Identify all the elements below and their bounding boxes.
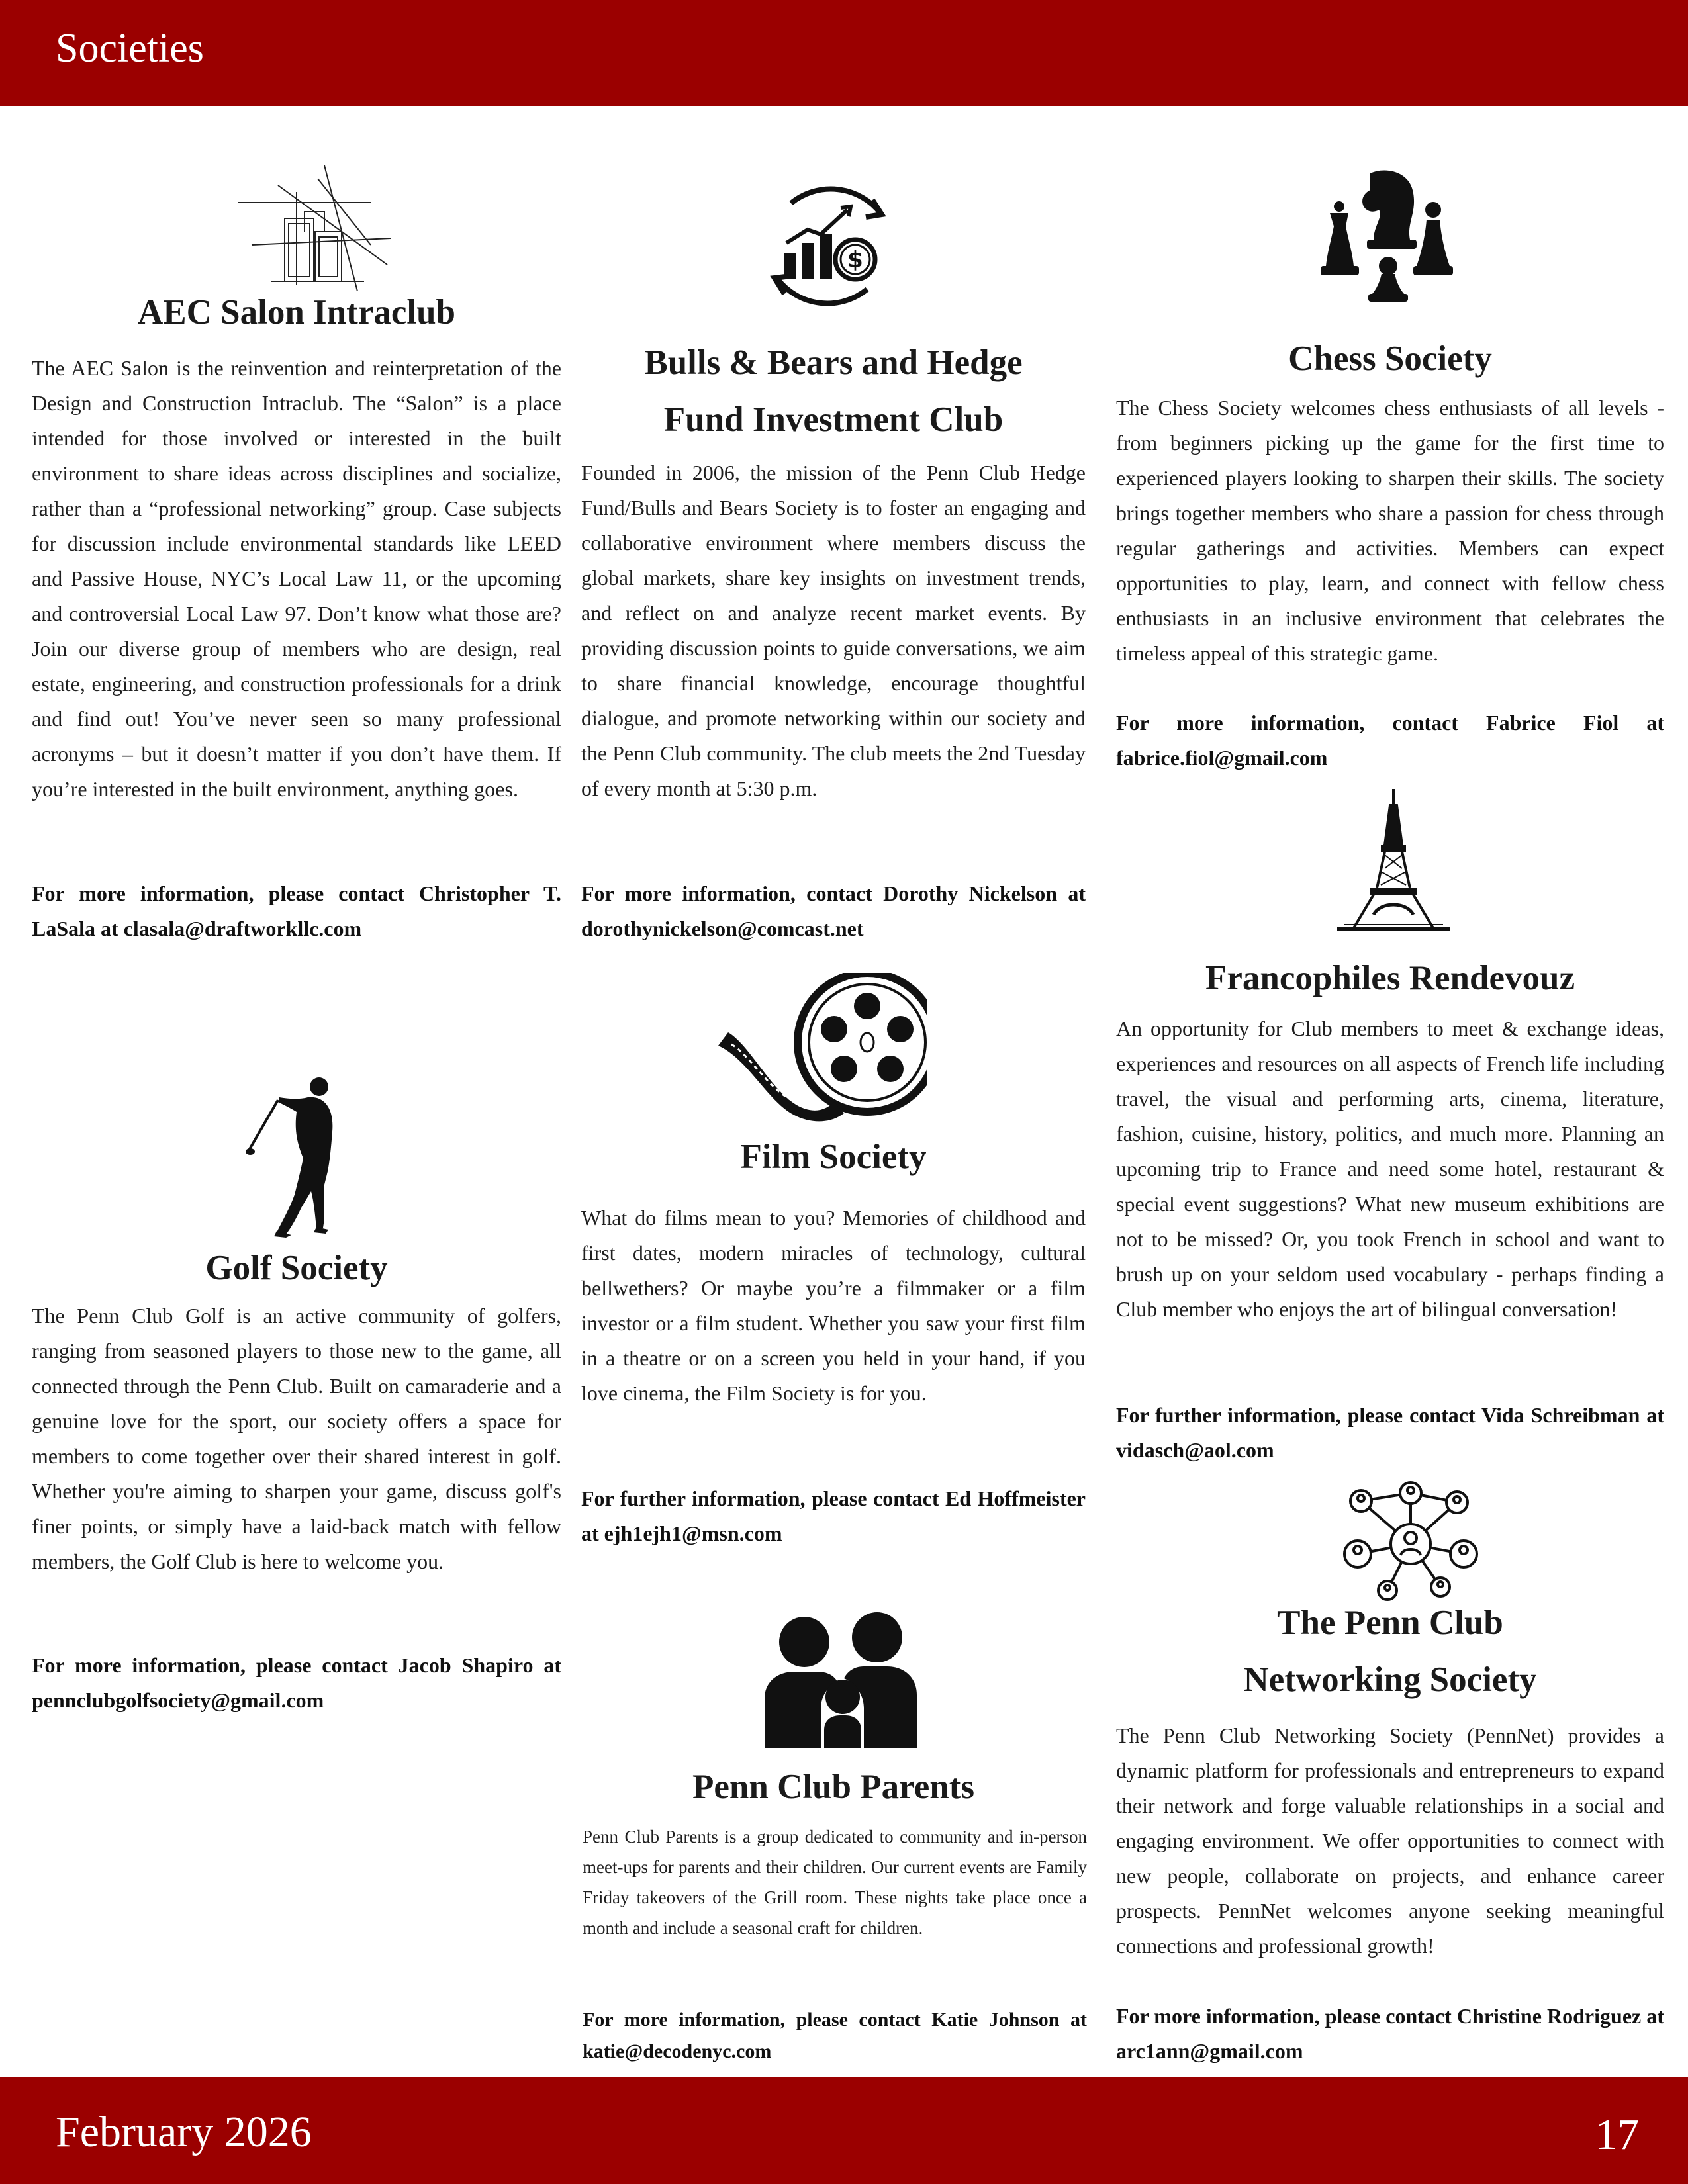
- aec-contact: For more information, please contact Christopher T. LaSala at clasala@draftworkllc.com: [32, 882, 561, 940]
- golf-title: Golf Society: [205, 1249, 388, 1287]
- golf-contact: For more information, please contact Jacob Shapiro at pennclubgolfsociety@gmail.com: [32, 1653, 561, 1712]
- issue-date: February 2026: [56, 2108, 312, 2156]
- header-band: [0, 0, 1688, 106]
- networking-contact: For more information, please contact Christine Rodriguez at arc1ann@gmail.com: [1116, 2004, 1664, 2063]
- parents-body: Penn Club Parents is a group dedicated to community and in-person meet-ups for parents and their children. Our current events are Family Friday takeovers of the Grill room. These nights take place once a month and include a seasonal craft for children.: [583, 1827, 1087, 1938]
- chess-body: The Chess Society welcomes chess enthusiasts of all levels - from beginners picking up the game for the first time to experienced players looking to sharpen their skills. The society brings together members who share a passion for chess through regular gatherings and activities. Members can expect opportunities to play, learn, and connect with fellow chess enthusiasts in an inclusive environment that celebrates the timeless appeal of this strategic game.: [1116, 396, 1664, 665]
- page-number: 17: [1595, 2111, 1639, 2159]
- bulls-title-line2: Fund Investment Club: [663, 400, 1004, 439]
- franco-contact: For further information, please contact Vida Schreibman at vidasch@aol.com: [1116, 1403, 1664, 1462]
- golf-body: The Penn Club Golf is an active community of golfers, ranging from seasoned players to those new to the game, all connected through the Penn Club. Built on camaraderie and a genuine love for the sport, our society offers a space for members to come together over their shared interest in golf. Whether you're aiming to sharpen your game, discuss golf's finer points, or simply have a laid-back match with fellow members, the Golf Club is here to welcome you.: [32, 1304, 561, 1573]
- bulls-contact: For more information, contact Dorothy Nickelson at dorothynickelson@comcast.net: [581, 882, 1086, 940]
- networking-title-line1: The Penn Club: [1277, 1604, 1503, 1642]
- investment-growth-icon: [755, 173, 900, 319]
- people-network-icon: [1341, 1481, 1480, 1602]
- svg-text:$: $: [847, 247, 863, 273]
- family-icon: [765, 1612, 917, 1748]
- aec-body: The AEC Salon is the reinvention and reinterpretation of the Design and Construction Intraclub. The “Salon” is a place intended for those involved or interested in the built environment to share ideas across disciplines and socialize, rather than a “professional networking” group. Case subjects for discussion include environmental standards like LEED and Passive House, NYC’s Local Law 11, or the upcoming and controversial Local Law 97. Don’t know what those are? Join our diverse group of members who are design, real estate, engineering, and construction professionals for a drink and find out! You’ve never seen so many professional acronyms – but it doesn’t matter if you don’t have them. If you’re interested in the built environment, anything goes.: [32, 356, 561, 801]
- aec-title: AEC Salon Intraclub: [137, 293, 456, 332]
- franco-body: An opportunity for Club members to meet & exchange ideas, experiences and resources on all aspects of French life including travel, the visual and performing arts, cinema, literature, fashion, cuisine, history, politics, and much more. Planning an upcoming trip to France and need some hotel, restaurant & special event suggestions? What new museum exhibitions are not to be missed? Or, you took French in school and want to brush up on your seldom used vocabulary - perhaps finding a Club member who enjoys the art of bilingual conversation!: [1116, 1017, 1664, 1321]
- networking-title-line2: Networking Society: [1243, 1661, 1537, 1699]
- film-body: What do films mean to you? Memories of childhood and first dates, modern miracles of technology, cultural bellwethers? Or maybe you’re a filmmaker or a film investor or a film student. Whether you saw your first film in a theatre or on a screen you held in your hand, if you love cinema, the Film Society is for you.: [581, 1206, 1086, 1405]
- chess-contact: For more information, contact Fabrice Fiol at fabrice.fiol@gmail.com: [1116, 711, 1664, 770]
- chess-title: Chess Society: [1288, 340, 1492, 378]
- bulls-body: Founded in 2006, the mission of the Penn Club Hedge Fund/Bulls and Bears Society is to foster an engaging and collaborative environment where members discuss the global markets, share key insights on investment trends, and reflect on and analyze recent market events. By providing discussion points to guide conversations, we aim to share financial knowledge, encourage thoughtful dialogue, and promote networking within our society and the Penn Club community. The club meets the 2nd Tuesday of every month at 5:30 p.m.: [581, 461, 1086, 800]
- film-contact: For further information, please contact Ed Hoffmeister at ejh1ejh1@msn.com: [581, 1486, 1086, 1545]
- parents-contact: For more information, please contact Katie Johnson at katie@decodenyc.com: [583, 2009, 1087, 2062]
- section-title: Societies: [56, 26, 204, 71]
- architecture-sketch-icon: [238, 165, 391, 291]
- networking-body: The Penn Club Networking Society (PennNet) provides a dynamic platform for professionals and entrepreneurs to expand their network and forge valuable relationships in a social and engaging environment. We offer opportunities to connect with new people, collaborate on projects, and enhance career prospects. PennNet welcomes anyone seeking meaningful connections and professional growth!: [1116, 1723, 1664, 1958]
- film-reel-icon: [712, 973, 927, 1122]
- eiffel-tower-icon: [1337, 789, 1450, 934]
- bulls-title-line1: Bulls & Bears and Hedge: [644, 343, 1023, 382]
- franco-title: Francophiles Rendevouz: [1205, 959, 1575, 997]
- golfer-silhouette-icon: [245, 1072, 351, 1238]
- footer-band: [0, 2077, 1688, 2184]
- film-title: Film Society: [740, 1138, 927, 1176]
- chess-pieces-icon: [1321, 167, 1453, 302]
- parents-title: Penn Club Parents: [692, 1768, 975, 1806]
